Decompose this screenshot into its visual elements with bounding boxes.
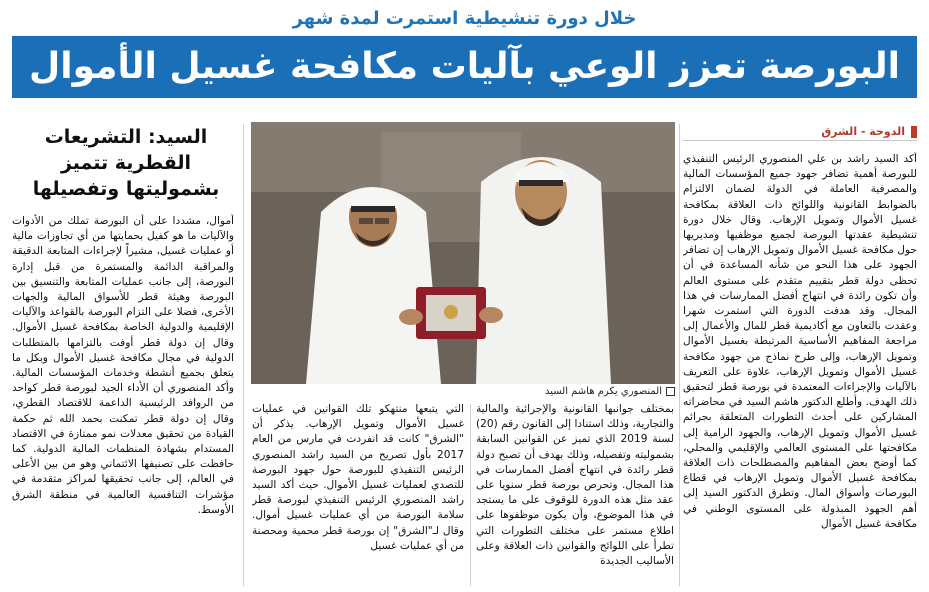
article-column-left: [12, 214, 234, 588]
photo-illustration: [251, 122, 675, 384]
dateline-accent-bar: [911, 126, 917, 138]
article-column-middle-right: [476, 402, 674, 588]
photo-caption-text: المنصوري يكرم هاشم السيد: [544, 386, 662, 397]
column-divider: [679, 124, 680, 586]
kicker: خلال دورة تنشيطية استمرت لمدة شهر: [292, 8, 637, 29]
article-photo: [251, 122, 675, 384]
column-divider: [243, 124, 244, 586]
photo-caption: [251, 384, 675, 400]
article-text: التي يتبعها منتهكو تلك القوانين في عمليات غسيل الأموال وتمويل الإرهاب. يذكر أن "الشرق" كانت قد انفردت في مارس من العام 2017 بأول تصريح من السيد راشد المنصوري الرئيس التنفيذي للبورصة حول جهود البورصة للتصدي لعمليات غسيل الأموال. حيث أكد السيد راشد المنصوري الرئيس التنفيذي لبورصة قطر سلامة البورصة من أي عمليات غسيل أموال. وقال لـ"الشرق" إن بورصة قطر محمية ومحصنة من أي عمليات غسيل: [252, 403, 464, 552]
pull-quote-line: بشموليتها وتفصيلها: [32, 178, 220, 200]
article-column-middle-left: [252, 402, 464, 588]
article-text: أموال، مشددا على أن البورصة تملك من الأدوات والآليات ما هو كفيل بحمايتها من أي تجاوزات مالية أو عمليات غسيل، مشيراً لإجراءات المتابعة الدقيقة والمراقبة الدائمة والمستمرة من قبل إدارة البورصة، إلى جانب عمليات المتابعة والتنسيق بين البورصة وهيئة قطر للأسواق المالية والجهات الأخرى، فضلا على التزام البورصة بالقواعد والآليات الإقليمية والدولية الخاصة بمكافحة غسيل الأموال. وقال إن دولة قطر أوفت بالتزامها بالمتطلبات الدولية في مجال مكافحة غسيل الأموال وبكل ما يتعلق بجميع أنشطة وخدمات المؤسسات المالية. وأكد المنصوري أن الأداء الجيد لبورصة قطر كواحد من الروافد الرئيسية الداعمة للاقتصاد القطري، وقال إن دولة قطر تمكنت بحمد الله ثم حكمة القيادة من تحقيق معدلات نمو ممتازة في الاقتصاد المستدام بشهادة المنظمات المالية الدولية. كما حافظت على تصنيفها الائتماني وهو من بين الأعلى في العالم، إلى جانب تحقيقها لمراكز متقدمة في مؤشرات التنافسية العالمية في منطقة الشرق الأوسط.: [12, 215, 234, 516]
pull-quote: [28, 124, 224, 206]
article-text: أكد السيد راشد بن علي المنصوري الرئيس التنفيذي للبورصة أهمية تضافر جهود جميع المؤسسات المالية والمصرفية العاملة في الدولة لضمان الالتزام بالضوابط القانونية واللوائح ذات العلاقة بمكافحة غسيل الأموال وتمويل الإرهاب. وقال خلال دورة تنشيطية عقدتها البورصة لجميع موظفيها ومديريها حول مكافحة غسيل الأموال وتمويل الإرهاب إن تضافر الجهود على هذا النحو من شأنه المساعدة في أن تحظى دولة قطر بتقييم متقدم على مستوى العالم وأن تكون رائدة في انتهاج أفضل الممارسات في هذا المجال. وقد هدفت الدورة التي استمرت شهرا وعقدت بالتعاون مع أكاديمية قطر للمال والأعمال إلى مراجعة المفاهيم الأساسية المرتبطة بغسيل الأموال وتمويل الإرهاب، وإلى طرح نماذج من جهود مكافحة غسيل الأموال وتمويل الإرهاب، علاوة على التعريف بالآليات والإجراءات المعتمدة في بورصة قطر لتحقيق ذلك الهدف. وأطلع الدكتور هاشم السيد في محاضراته المشاركين على أحدث التطورات المتعلقة بجرائم غسيل الأموال وتمويل الإرهاب، والجهود الرامية إلى مكافحتها على المستوى العالمي والإقليمي والمحلي، كما أوضح بعض المفاهيم والمصطلحات ذات العلاقة بمكافحة غسيل الأموال وتمويل الإرهاب في قطاع البورصات وأسواق المال. وتطرق الدكتور السيد إلى أهم الجهود المبذولة على المستوى الوطني في مكافحة غسيل الأموال: [683, 153, 917, 530]
headline: البورصة تعزز الوعي بآليات مكافحة غسيل الأموال: [12, 36, 917, 98]
caption-square-icon: [666, 387, 675, 396]
dateline-text: الدوحة - الشرق: [821, 125, 905, 138]
dateline: [683, 124, 917, 141]
pull-quote-line: القطرية تتميز: [60, 152, 192, 174]
article-text: بمختلف جوانبها القانونية والإجرائية والمالية والتجارية، وذلك استنادا إلى القانون رقم (20) لسنة 2019 الذي تميز عن القوانين السابقة بشموليته وتفصيله، وذلك بهدف أن تصبح دولة قطر رائدة في انتهاج أفضل الممارسات في هذا المجال. وتحرص بورصة قطر سنويا على عقد مثل هذه الدورة للوقوف على ما يستجد في هذا الموضوع، وأن يكون موظفوها على اطلاع مستمر على مختلف التطورات التي تطرأ على اللوائح والقوانين ذات العلاقة وعلى الأساليب الجديدة: [476, 403, 674, 568]
article-column-right: [683, 152, 917, 588]
pull-quote-line: السيد: التشريعات: [44, 126, 208, 148]
column-divider: [470, 404, 471, 586]
